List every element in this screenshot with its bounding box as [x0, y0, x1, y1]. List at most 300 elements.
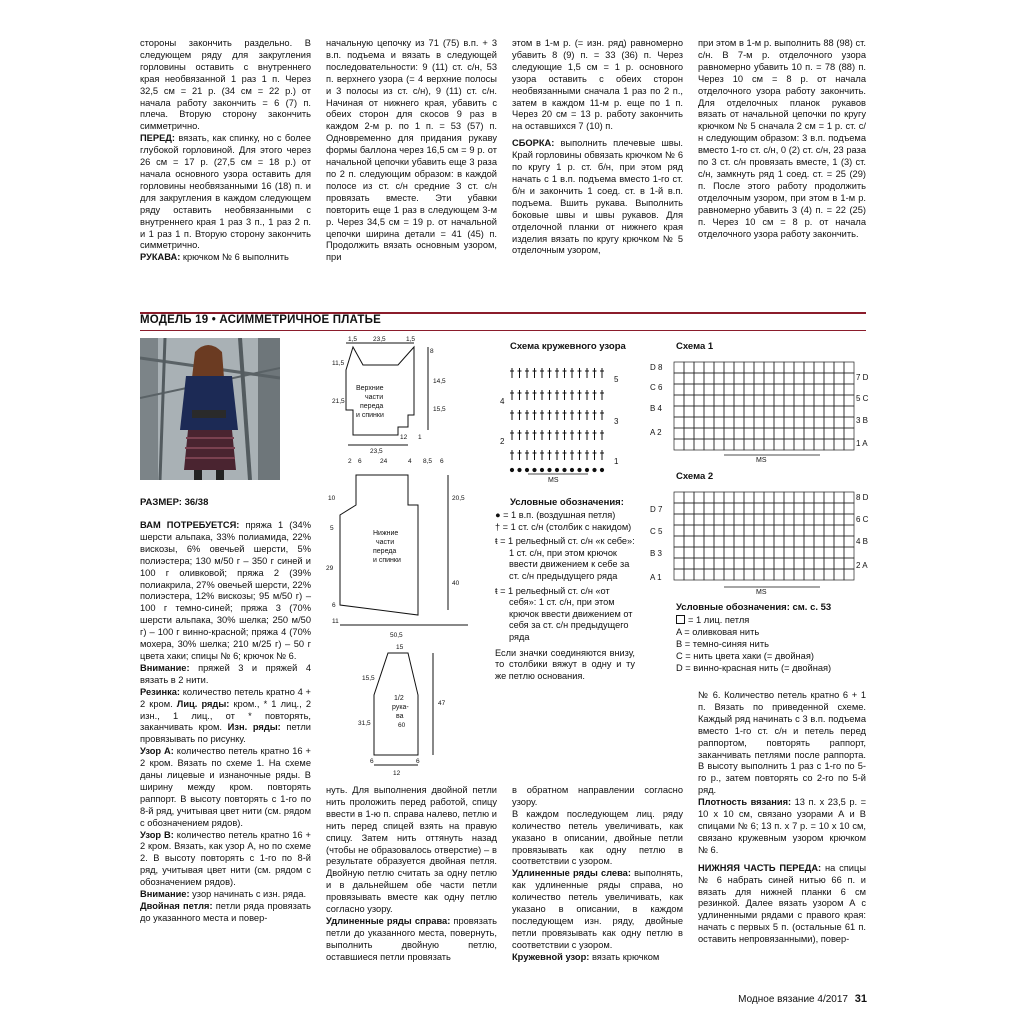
- svg-text:29: 29: [326, 565, 334, 572]
- top-col-4: при этом в 1-м р. выполнить 88 (98) ст. с/н. В 7-м р. отделочного узора равномерно убавить 10 п. = 78 (88) п. Через 10 см = 8 р. от начала отделочного узора работу закончить. Для отделочных планок рукавов вязать от начальной цепочки по кругу крючком № 5 сначала 2 см = 1 р. ст. с/н следующим образом: 3 в.п. подъема вместо 1-го ст. с/н, 0 (2) ст. с/н, 23 раза по 3 ст. с/н провязать вместе, 1 (3) ст. с/н, замкнуть ряд 1 соед. ст. = 25 (29) п. После этого работу продолжить отделочным узором, при этом в 1-м р. равномерно убавить 3 (4) п. = 22 (25) п. Через 10 см = 8 р. от начала отделочного узора работу закончить.: [698, 38, 866, 239]
- grid-cell: [734, 406, 744, 417]
- grid-cell: [824, 362, 834, 373]
- grid-cell: [814, 362, 824, 373]
- dot-icon: ●: [495, 510, 504, 520]
- svg-text:части: части: [376, 539, 395, 546]
- grid-cell: [814, 428, 824, 439]
- grid-cell: [694, 428, 704, 439]
- grid-cell: [784, 373, 794, 384]
- upper-dims: [332, 336, 446, 455]
- grid-cell: [844, 514, 854, 525]
- grid-cell: [804, 569, 814, 580]
- grid-cell: [684, 514, 694, 525]
- grid-cell: [704, 547, 714, 558]
- grid-cell: [784, 428, 794, 439]
- grid-cell: [714, 547, 724, 558]
- grid-cell: [704, 525, 714, 536]
- grid-cell: [814, 514, 824, 525]
- grid-cell: [734, 547, 744, 558]
- grid-cell: [734, 428, 744, 439]
- grid-cell: [744, 395, 754, 406]
- svg-text:20,5: 20,5: [452, 495, 465, 502]
- grid-cell: [814, 406, 824, 417]
- svg-text:50,5: 50,5: [390, 632, 403, 639]
- grid-cell: [814, 503, 824, 514]
- grid-cell: [784, 547, 794, 558]
- grid-cell: [784, 492, 794, 503]
- grid-cell: [714, 384, 724, 395]
- grid-cell: [694, 514, 704, 525]
- grid-cell: [744, 428, 754, 439]
- svg-text:47: 47: [438, 700, 446, 707]
- lace-row-4: 4: [500, 397, 505, 406]
- grid-cell: [764, 428, 774, 439]
- chain-dot: [600, 468, 603, 471]
- svg-text:рука-: рука-: [392, 704, 409, 711]
- bottom-col-4: № 6. Количество петель кратно 6 + 1 п. Вязать по приведенной схеме. Каждый ряд начинать с 3 в.п. подъема вместо 1-го ст. с/н и петель перед раппортом, повторять раппорт, заканчивать петлями после раппорта. В высоту выполнить 1 раз с 1-го по 5-го р., затем повторять со 2-го по 5-й ряд. Плотность вязания: 13 п. х 23,5 р. = 10 х 10 см, связано узорами А и В спицами № 6; 13 п. х 7 р. = 10 х 10 см, связано кружевным узором крючком № 6. НИЖНЯЯ ЧАСТЬ ПЕРЕДА: на спицы № 6 набрать синей нитью 66 п. и вязать для нижней планки 6 см резинкой. Далее вязать узором А с удлиненными рядами с правого края: начать с первых 5 п. (остальные 61 п. оставить непровязанными), повер-: [698, 690, 867, 945]
- grid-cell: [804, 547, 814, 558]
- grid-cell: [774, 558, 784, 569]
- grid-cell: [674, 362, 684, 373]
- grid-cell: [674, 417, 684, 428]
- grid-cell: [684, 536, 694, 547]
- grid-cell: [704, 503, 714, 514]
- svg-text:4 B: 4 B: [856, 537, 869, 546]
- grid-cell: [794, 558, 804, 569]
- grid-cell: [684, 417, 694, 428]
- grid-cell: [734, 503, 744, 514]
- chain-dot: [510, 468, 513, 471]
- grid-cell: [754, 492, 764, 503]
- svg-text:60: 60: [398, 722, 406, 729]
- grid-cell: [674, 395, 684, 406]
- grid-cell: [744, 547, 754, 558]
- grid-cell: [744, 373, 754, 384]
- svg-text:переда: переда: [360, 403, 384, 410]
- grid-cell: [794, 525, 804, 536]
- grid-cell: [694, 439, 704, 450]
- bottom-col-2: нуть. Для выполнения двойной петли нить проложить перед работой, спицу ввести в 1-ю п. справа налево, петлю и нить перед спицей взять на правую спицу. Затем нить оттянуть назад (чтобы не образовалось отверстие) – в результате образуется двойная петля. Двойную петлю считать за одну петлю и в дальнейшем обе части петли провязывать вместе как одну петлю согласно узору. Удлиненные ряды справа: провязать петли до указанного места, повернуть, выполнить двойную петлю, оставшиеся петли провязать: [326, 785, 497, 962]
- grid-cell: [684, 373, 694, 384]
- grid-cell: [834, 395, 844, 406]
- grid-cell: [754, 362, 764, 373]
- grid-cell: [764, 384, 774, 395]
- grid-cell: [744, 514, 754, 525]
- grid-cell: [674, 492, 684, 503]
- grid-cell: [834, 503, 844, 514]
- svg-text:MS: MS: [756, 589, 767, 596]
- model-title: МОДЕЛЬ 19 • АСИММЕТРИЧНОЕ ПЛАТЬЕ: [140, 314, 381, 326]
- grid-cell: [724, 525, 734, 536]
- grid-cell: [704, 395, 714, 406]
- grid-cell: [754, 439, 764, 450]
- grid-cell: [774, 428, 784, 439]
- svg-text:10: 10: [328, 495, 336, 502]
- legend2: = 1 лиц. петля A = оливковая нить B = темно-синяя нить C = нить цвета хаки (= двойная) D = винно-красная нить (= двойная): [676, 615, 832, 673]
- grid-cell: [764, 536, 774, 547]
- grid-cell: [764, 569, 774, 580]
- grid-cell: [774, 547, 784, 558]
- grid-cell: [754, 395, 764, 406]
- grid-cell: [794, 428, 804, 439]
- grid-cell: [814, 439, 824, 450]
- grid-cell: [714, 558, 724, 569]
- section-underline: [140, 330, 866, 331]
- grid-cell: [804, 384, 814, 395]
- grid-cell: [834, 384, 844, 395]
- chain-dot: [533, 468, 536, 471]
- svg-text:14,5: 14,5: [433, 378, 446, 385]
- grid-cell: [774, 373, 784, 384]
- grid-cell: [844, 536, 854, 547]
- lace-legend: ● = 1 в.п. (воздушная петля) † = 1 ст. с/н (столбик с накидом) ŧ = 1 рельефный ст. с/н «к себе»: 1 ст. с/н, при этом крючок ввести движением к себе за ст. с/н предыдущего ряда ŧ = 1 рельефный ст. с/н «от себя»: 1 ст. с/н, при этом крючок ввести движением от себя за ст. с/н предыдущего ряда Если значки соединяются внизу, то столбики вяжут в одну и ту же петлю основания.: [495, 510, 635, 681]
- grid-cell: [724, 384, 734, 395]
- chain-dot: [570, 468, 573, 471]
- grid-cell: [734, 417, 744, 428]
- grid-cell: [804, 525, 814, 536]
- grid-cell: [724, 558, 734, 569]
- grid-cell: [844, 525, 854, 536]
- svg-text:7 D: 7 D: [856, 373, 869, 382]
- grid-cell: [684, 406, 694, 417]
- grid-cell: [844, 384, 854, 395]
- grid-cell: [764, 439, 774, 450]
- chain-dot: [585, 468, 588, 471]
- grid-cell: [814, 536, 824, 547]
- chain-dot: [563, 468, 566, 471]
- bpdc-icon: ŧ: [495, 585, 501, 596]
- grid-cell: [844, 569, 854, 580]
- grid-cell: [824, 384, 834, 395]
- top-col-1: стороны закончить раздельно. В следующем ряду для закругления горловины оставить с внутреннего края необвязанной 1 раз 1 п. Через 32,5 см = 21 р. (34 см = 22 р.) от начала работу закончить = 6 (7) п. плеча. Вторую сторону закончить симметрично. ПЕРЕД: вязать, как спинку, но с более глубокой горловиной. Для этого через 26 см = 17 р. (27,5 см = 18 р.) от начала основного узора оставить для горловины необвязанными 16 (18) п. и для закругления в каждом следующем ряду оставить необвязанными с внутреннего края 1 раз 3 п., 1 раз 2 п. и 1 раз 1 п. Вторую сторону закончить симметрично. РУКАВА: крючком № 6 выполнить: [140, 38, 311, 263]
- fpdc-icon: ŧ: [495, 536, 501, 547]
- grid-cell: [834, 558, 844, 569]
- svg-text:6: 6: [416, 758, 420, 765]
- grid-cell: [734, 514, 744, 525]
- grid-cell: [674, 384, 684, 395]
- scheme-2-title: Схема 2: [676, 471, 714, 482]
- grid-cell: [714, 362, 724, 373]
- svg-text:23,5: 23,5: [370, 448, 383, 455]
- grid-cell: [684, 492, 694, 503]
- grid-cell: [824, 373, 834, 384]
- grid-cell: [684, 525, 694, 536]
- dc-icon: †: [495, 521, 503, 532]
- svg-text:B 4: B 4: [650, 404, 663, 413]
- grid-cell: [824, 395, 834, 406]
- grid-cell: [764, 514, 774, 525]
- svg-text:15: 15: [396, 644, 404, 651]
- scheme-1-chart: [650, 358, 876, 468]
- grid-cell: [784, 384, 794, 395]
- lace-row-2: 2: [500, 437, 505, 446]
- grid-cell: [754, 547, 764, 558]
- svg-text:11: 11: [332, 618, 339, 625]
- grid-cell: [724, 514, 734, 525]
- grid-cell: [754, 503, 764, 514]
- grid-cell: [784, 525, 794, 536]
- grid-cell: [844, 558, 854, 569]
- grid-cell: [734, 492, 744, 503]
- grid-cell: [744, 384, 754, 395]
- lace-ms: MS: [548, 477, 559, 484]
- grid-cell: [814, 417, 824, 428]
- lace-row-3: 3: [614, 417, 619, 426]
- grid-cell: [724, 428, 734, 439]
- svg-text:1,5: 1,5: [348, 336, 358, 343]
- grid-cell: [804, 514, 814, 525]
- grid-cell: [724, 417, 734, 428]
- grid-cell: [694, 384, 704, 395]
- grid-cell: [794, 406, 804, 417]
- grid-cell: [704, 492, 714, 503]
- grid-cell: [684, 558, 694, 569]
- grid-cell: [774, 569, 784, 580]
- magazine-name: Модное вязание 4/2017: [738, 994, 848, 1005]
- chain-dot: [593, 468, 596, 471]
- grid-cell: [834, 373, 844, 384]
- lace-row-5: 5: [614, 375, 619, 384]
- empty-cell-icon: [676, 615, 685, 624]
- grid-cell: [724, 406, 734, 417]
- grid-cell: [734, 569, 744, 580]
- grid-cell: [674, 503, 684, 514]
- grid-cell: [804, 395, 814, 406]
- grid-cell: [824, 417, 834, 428]
- left-col: ВАМ ПОТРЕБУЕТСЯ: пряжа 1 (34% шерсти альпака, 33% полиамида, 22% вискозы, 6% овечьей шерсти, 5% полиэстера; 130 м/50 г – 350 г синей и 100 г оливковой; пряжа 2 (39% полиакрила, 27% овечьей шерсти, 22% полиэстера, 12% вискозы; 95 м/50 г) – 100 г темно-синей; пряжа 3 (70% шерсти альпака, 30% шелка; 250 м/50 г) – 100 г винно-красной; пряжа 4 (70% мохера, 30% шелка; 210 м/25 г) – 50 г цвета хаки; спицы № 6; крючок № 6. Внимание: пряжей 3 и пряжей 4 вязать в 2 нити. Резинка: количество петель кратно 4 + 2 кром. Лиц. ряды: кром., * 1 лиц., 2 изн., 1 лиц., от * повторять, заканчивать кром. Изн. ряды: петли провязывать по рисунку. Узор А: количество петель кратно 16 + 2 кром. Вязать по схеме 1. На схеме даны лицевые и изнаночные ряды. В ширину между кром. повторять раппорт. В высоту повторять с 1-го по 8-й ряд, учитывая цвет нити (см. рядом с обозначением рядов). Узор В: количество петель кратно 16 + 2 кром. Вязать, как узор А, но по схеме 2. В высоту повторять с 1-го по 8-й ряд, учитывая цвет нити (см. рядом с обозначением рядов). Внимание: узор начинать с изн. ряда. Двойная петля: петли ряда провязать до указанного места и повер-: [140, 520, 311, 923]
- grid-cell: [674, 373, 684, 384]
- grid-cell: [764, 417, 774, 428]
- grid-cell: [704, 569, 714, 580]
- grid-cell: [834, 514, 844, 525]
- pattern-diagram: [318, 335, 488, 790]
- grid-cell: [674, 558, 684, 569]
- grid-cell: [704, 417, 714, 428]
- grid-cell: [714, 417, 724, 428]
- svg-text:8 D: 8 D: [856, 493, 869, 502]
- svg-text:переда: переда: [373, 548, 397, 555]
- svg-text:2 A: 2 A: [856, 561, 868, 570]
- grid-cell: [704, 439, 714, 450]
- svg-text:12: 12: [400, 434, 408, 441]
- svg-text:6: 6: [332, 602, 336, 609]
- grid-cell: [754, 373, 764, 384]
- svg-text:D 7: D 7: [650, 505, 663, 514]
- svg-text:11,5: 11,5: [332, 360, 345, 367]
- svg-text:6 C: 6 C: [856, 515, 869, 524]
- grid-cell: [774, 406, 784, 417]
- grid-cell: [794, 395, 804, 406]
- grid-cell: [694, 547, 704, 558]
- grid-cell: [774, 384, 784, 395]
- grid-cell: [814, 525, 824, 536]
- top-col-2: начальную цепочку из 71 (75) в.п. + 3 в.п. подъема и вязать в следующей последовательности: 9 (11) ст. с/н, 53 п. верхнего узора (= 4 верхние полосы и 3 полосы из ст. с/н), 9 (11) ст. с/н. Начиная от нижнего края, убавить с обеих сторон для скосов 9 раз в каждом 2-м р. по 1 п. = 53 (57) п. Одновременно для придания рукаву формы баллона через 16,5 см = 9 р. от начальной цепочки убавить еще 3 раза по 2 п. следующим образом: в каждой полосе из ст. с/н средние 3 ст. с/н провязать вместе. Эти убавки повторить еще 1 раз в следующем 3-м р. Через 34,5 см = 19 р. от начальной цепочки ширина детали = 41 (45) п. Продолжить вязать основным узором, при: [326, 38, 497, 263]
- grid-cell: [774, 514, 784, 525]
- grid-cell: [824, 492, 834, 503]
- grid-cell: [794, 503, 804, 514]
- grid-cell: [674, 514, 684, 525]
- grid-cell: [704, 428, 714, 439]
- grid-cell: [774, 362, 784, 373]
- grid-cell: [714, 373, 724, 384]
- svg-text:12: 12: [393, 770, 401, 777]
- grid-cell: [834, 536, 844, 547]
- svg-text:Верхние: Верхние: [356, 385, 384, 392]
- grid-cell: [724, 547, 734, 558]
- svg-text:B 3: B 3: [650, 549, 663, 558]
- grid-cell: [674, 536, 684, 547]
- grid-cell: [804, 406, 814, 417]
- grid-cell: [754, 558, 764, 569]
- grid-cell: [824, 439, 834, 450]
- grid-cell: [684, 439, 694, 450]
- grid-cell: [754, 514, 764, 525]
- grid-cell: [724, 536, 734, 547]
- grid-cell: [754, 536, 764, 547]
- grid-cell: [704, 384, 714, 395]
- grid-cell: [834, 569, 844, 580]
- svg-text:3 B: 3 B: [856, 416, 869, 425]
- grid-cell: [694, 373, 704, 384]
- grid-cell: [714, 514, 724, 525]
- svg-text:5 C: 5 C: [856, 394, 869, 403]
- grid-cell: [744, 569, 754, 580]
- grid-cell: [754, 569, 764, 580]
- grid-cell: [834, 525, 844, 536]
- grid-cell: [684, 395, 694, 406]
- grid-cell: [764, 492, 774, 503]
- grid-cell: [744, 525, 754, 536]
- svg-text:C 5: C 5: [650, 527, 663, 536]
- legend-row-chain: ● = 1 в.п. (воздушная петля): [495, 510, 616, 520]
- grid-cell: [734, 558, 744, 569]
- grid-cell: [704, 514, 714, 525]
- grid-cell: [714, 428, 724, 439]
- grid-cell: [834, 439, 844, 450]
- chain-dot: [525, 468, 528, 471]
- svg-text:MS: MS: [756, 457, 767, 464]
- chain-dot: [555, 468, 558, 471]
- grid-cell: [764, 525, 774, 536]
- grid-cell: [744, 362, 754, 373]
- scheme-1-title: Схема 1: [676, 341, 714, 352]
- grid-cell: [794, 362, 804, 373]
- svg-text:31,5: 31,5: [358, 720, 371, 727]
- grid-cell: [794, 536, 804, 547]
- grid-cell: [744, 406, 754, 417]
- grid-cell: [684, 428, 694, 439]
- grid-cell: [724, 362, 734, 373]
- svg-text:40: 40: [452, 580, 460, 587]
- grid-cell: [714, 569, 724, 580]
- svg-text:C 6: C 6: [650, 383, 663, 392]
- grid-cell: [754, 406, 764, 417]
- grid-cell: [804, 558, 814, 569]
- lace-chart: [498, 358, 628, 488]
- grid-cell: [844, 503, 854, 514]
- grid-cell: [754, 417, 764, 428]
- grid-cell: [754, 428, 764, 439]
- grid-cell: [734, 362, 744, 373]
- grid-cell: [694, 503, 704, 514]
- grid-cell: [704, 362, 714, 373]
- grid-cell: [804, 503, 814, 514]
- grid-cell: [684, 547, 694, 558]
- grid-cell: [674, 547, 684, 558]
- grid-cell: [714, 503, 724, 514]
- grid-cell: [714, 395, 724, 406]
- svg-text:1 A: 1 A: [856, 439, 868, 448]
- grid-cell: [834, 547, 844, 558]
- grid-cell: [734, 384, 744, 395]
- grid-cell: [804, 439, 814, 450]
- grid-cell: [714, 406, 724, 417]
- grid-cell: [784, 558, 794, 569]
- grid-cell: [794, 417, 804, 428]
- grid-cell: [804, 362, 814, 373]
- grid-cell: [784, 503, 794, 514]
- grid-cell: [694, 558, 704, 569]
- grid-cell: [774, 492, 784, 503]
- grid-cell: [784, 362, 794, 373]
- grid-cell: [764, 373, 774, 384]
- grid-cell: [814, 373, 824, 384]
- grid-cell: [734, 395, 744, 406]
- grid-cell: [804, 417, 814, 428]
- grid-cell: [684, 362, 694, 373]
- svg-text:4: 4: [408, 458, 412, 465]
- svg-text:и спинки: и спинки: [373, 557, 401, 564]
- grid-cell: [764, 395, 774, 406]
- grid-cell: [724, 503, 734, 514]
- svg-text:8,5: 8,5: [423, 458, 433, 465]
- lace-legend-title: Условные обозначения:: [510, 497, 624, 508]
- grid-cell: [734, 373, 744, 384]
- grid-cell: [834, 362, 844, 373]
- model-photo: [140, 338, 280, 480]
- grid-cell: [694, 525, 704, 536]
- grid-cell: [714, 492, 724, 503]
- svg-text:и спинки: и спинки: [356, 412, 384, 419]
- grid-cell: [794, 569, 804, 580]
- svg-text:6: 6: [370, 758, 374, 765]
- grid-cell: [814, 547, 824, 558]
- grid-cell: [724, 439, 734, 450]
- grid-cell: [744, 417, 754, 428]
- grid-cell: [814, 384, 824, 395]
- grid-cell: [704, 406, 714, 417]
- grid-cell: [844, 395, 854, 406]
- svg-text:1: 1: [418, 434, 422, 441]
- grid-cell: [824, 514, 834, 525]
- grid-cell: [724, 492, 734, 503]
- svg-text:23,5: 23,5: [373, 336, 386, 343]
- grid-cell: [834, 492, 844, 503]
- grid-cell: [744, 558, 754, 569]
- grid-cell: [774, 417, 784, 428]
- grid-cell: [744, 492, 754, 503]
- grid-cell: [844, 547, 854, 558]
- grid-cell: [804, 536, 814, 547]
- grid-cell: [764, 503, 774, 514]
- grid-cell: [694, 362, 704, 373]
- grid-cell: [784, 536, 794, 547]
- grid-cell: [734, 536, 744, 547]
- grid-cell: [694, 536, 704, 547]
- grid-cell: [724, 373, 734, 384]
- lace-row-1: 1: [614, 457, 619, 466]
- grid-cell: [784, 439, 794, 450]
